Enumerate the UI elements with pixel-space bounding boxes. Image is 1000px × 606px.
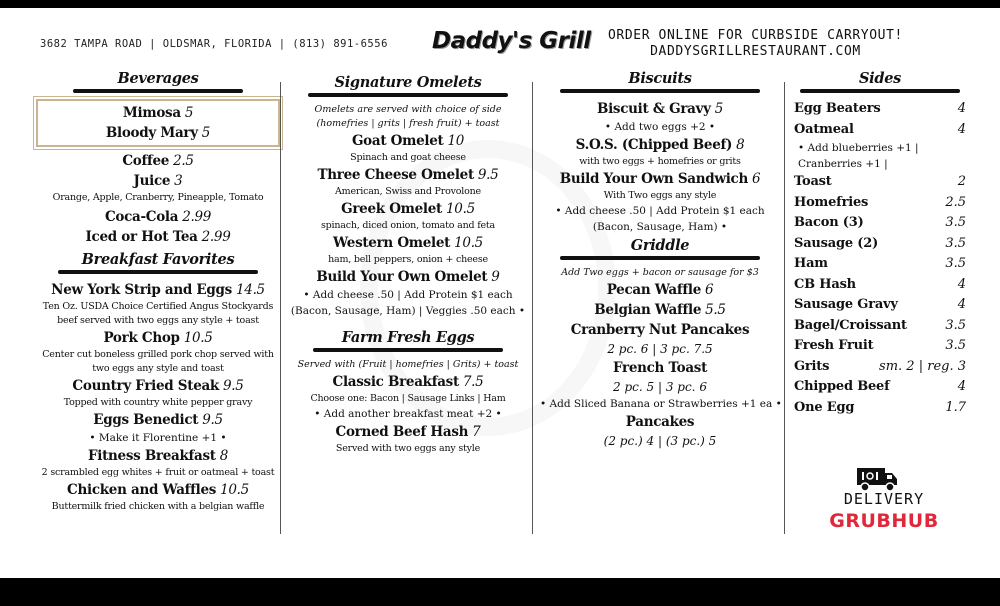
- brush-underline: [560, 89, 760, 93]
- menu-item: Biscuit & Gravy 5: [596, 101, 723, 117]
- menu-item: Coffee 2.5: [122, 153, 194, 169]
- logo: Daddy's Grill: [432, 28, 591, 54]
- item-option: (Bacon, Sausage, Ham) | Veggies .50 each •: [290, 305, 526, 317]
- item-option: • Add another breakfast meat +2 •: [314, 408, 502, 420]
- menu-item: S.O.S. (Chipped Beef) 8: [575, 137, 745, 153]
- menu-item: Country Fried Steak 9.5: [72, 378, 244, 394]
- menu-item: Build Your Own Sandwich 6: [559, 171, 761, 187]
- item-option: 2 pc. 5 | 3 pc. 6: [613, 380, 707, 394]
- section-note: (homefries | grits | fresh fruit) + toast: [316, 118, 500, 129]
- side-item: Oatmeal 4: [794, 121, 966, 137]
- griddle-title: Griddle: [630, 237, 690, 254]
- item-description: Served with two eggs any style: [335, 443, 481, 454]
- side-item: Sausage Gravy 4: [794, 297, 966, 312]
- item-description: ham, bell peppers, onion + cheese: [328, 254, 488, 265]
- menu-item: Bloody Mary 5: [105, 125, 211, 141]
- side-item: Homefries 2.5: [794, 194, 966, 210]
- item-description: spinach, diced onion, tomato and feta: [320, 220, 496, 231]
- grubhub-logo[interactable]: GRUBHUB: [829, 510, 939, 532]
- side-item: Bacon (3) 3.5: [794, 215, 966, 230]
- delivery-label: DELIVERY: [843, 490, 925, 508]
- side-item: Grits sm. 2 | reg. 3: [794, 358, 966, 374]
- menu-item: Mimosa 5: [122, 105, 194, 121]
- brush-underline: [800, 89, 960, 93]
- item-description: With Two eggs any style: [603, 190, 717, 201]
- beverages-title: Beverages: [117, 70, 199, 87]
- top-border: [0, 0, 1000, 8]
- menu-item: Chicken and Waffles 10.5: [67, 482, 249, 498]
- menu-item: Western Omelet 10.5: [333, 235, 483, 251]
- item-description: two eggs any style and toast: [92, 363, 224, 374]
- side-item: One Egg 1.7: [794, 399, 966, 415]
- item-option: • Add cheese .50 | Add Protein $1 each: [555, 205, 765, 217]
- item-option: • Add Sliced Banana or Strawberries +1 ea •: [540, 398, 782, 410]
- item-description: Choose one: Bacon | Sausage Links | Ham: [310, 393, 506, 404]
- side-option: • Add blueberries +1 |: [798, 142, 919, 154]
- item-description: 2 scrambled egg whites + fruit or oatmeal + toast: [41, 467, 275, 478]
- menu-item: Juice 3: [133, 173, 183, 189]
- menu-item: Pancakes: [625, 414, 695, 430]
- bottom-border: [0, 578, 1000, 606]
- item-option: (Bacon, Sausage, Ham) •: [592, 221, 728, 233]
- column-sides: [794, 68, 966, 418]
- item-description: Center cut boneless grilled pork chop served with: [42, 349, 274, 360]
- side-item: Fresh Fruit 3.5: [794, 338, 966, 353]
- column-divider: [784, 82, 785, 534]
- brush-underline: [308, 93, 508, 97]
- menu-item: Pecan Waffle 6: [606, 282, 714, 298]
- biscuits-title: Biscuits: [628, 70, 692, 87]
- item-description: Topped with country white pepper gravy: [63, 397, 253, 408]
- item-option: • Add cheese .50 | Add Protein $1 each: [303, 289, 513, 301]
- menu-item: Three Cheese Omelet 9.5: [317, 167, 499, 183]
- menu-item: Eggs Benedict 9.5: [93, 412, 223, 428]
- menu-item: Pork Chop 10.5: [103, 330, 213, 346]
- brush-underline: [313, 348, 503, 352]
- delivery-truck-icon: [856, 466, 898, 492]
- featured-drinks-box: [36, 99, 280, 147]
- menu-item: Corned Beef Hash 7: [335, 424, 481, 440]
- section-note: Omelets are served with choice of side: [314, 104, 502, 115]
- side-item: Chipped Beef 4: [794, 379, 966, 394]
- item-description: Ten Oz. USDA Choice Certified Angus Stockyards: [42, 301, 274, 312]
- brush-underline: [73, 89, 243, 93]
- brush-underline: [560, 256, 760, 260]
- sides-title: Sides: [858, 70, 901, 87]
- item-option: • Add two eggs +2 •: [604, 121, 716, 133]
- section-note: Served with (Fruit | homefries | Grits) + toast: [297, 359, 519, 370]
- menu-item: Goat Omelet 10: [351, 133, 465, 149]
- order-line-1: ORDER ONLINE FOR CURBSIDE CARRYOUT!: [608, 28, 903, 43]
- item-description: Buttermilk fried chicken with a belgian waffle: [51, 501, 265, 512]
- item-description: with two eggs + homefries or grits: [579, 156, 741, 167]
- side-item: Sausage (2) 3.5: [794, 235, 966, 251]
- menu-item: French Toast: [612, 360, 708, 376]
- menu-item: Coca-Cola 2.99: [104, 209, 212, 225]
- column-divider: [532, 82, 533, 534]
- order-url: DADDYSGRILLRESTAURANT.COM: [650, 44, 861, 59]
- order-online: [608, 28, 903, 60]
- column-divider: [280, 82, 281, 534]
- header: [0, 24, 1000, 70]
- item-description: Orange, Apple, Cranberry, Pineapple, Tomato: [52, 192, 264, 203]
- menu-item: Build Your Own Omelet 9: [316, 269, 500, 285]
- section-note: Add Two eggs + bacon or sausage for $3: [561, 267, 759, 278]
- menu-item: New York Strip and Eggs 14.5: [51, 282, 265, 298]
- breakfast-title: Breakfast Favorites: [81, 251, 235, 268]
- column-omelets-eggs: [286, 68, 530, 456]
- address: 3682 TAMPA ROAD | OLDSMAR, FLORIDA | (813) 891-6556: [40, 38, 388, 50]
- item-description: beef served with two eggs any style + toast: [57, 315, 259, 326]
- side-item: Ham 3.5: [794, 256, 966, 271]
- menu-item: Cranberry Nut Pancakes: [570, 322, 750, 338]
- side-option: Cranberries +1 |: [798, 158, 888, 170]
- side-item: Egg Beaters 4: [794, 101, 966, 116]
- item-option: 2 pc. 6 | 3 pc. 7.5: [607, 342, 713, 356]
- menu-item: Iced or Hot Tea 2.99: [85, 229, 231, 245]
- item-option: (2 pc.) 4 | (3 pc.) 5: [603, 434, 717, 448]
- side-item: Toast 2: [794, 174, 966, 189]
- brush-underline: [58, 270, 258, 274]
- side-item: Bagel/Croissant 3.5: [794, 317, 966, 333]
- item-option: • Make it Florentine +1 •: [89, 432, 227, 444]
- item-description: Spinach and goat cheese: [350, 152, 466, 163]
- menu-item: Classic Breakfast 7.5: [332, 374, 484, 390]
- menu-item: Greek Omelet 10.5: [341, 201, 475, 217]
- omelets-title: Signature Omelets: [334, 74, 482, 91]
- item-description: American, Swiss and Provolone: [335, 186, 481, 197]
- farm-eggs-title: Farm Fresh Eggs: [341, 329, 475, 346]
- column-biscuits-griddle: [540, 68, 780, 450]
- menu-item: Belgian Waffle 5.5: [594, 302, 726, 318]
- side-item: CB Hash 4: [794, 276, 966, 292]
- column-beverages-breakfast: [30, 68, 286, 514]
- menu-item: Fitness Breakfast 8: [87, 448, 229, 464]
